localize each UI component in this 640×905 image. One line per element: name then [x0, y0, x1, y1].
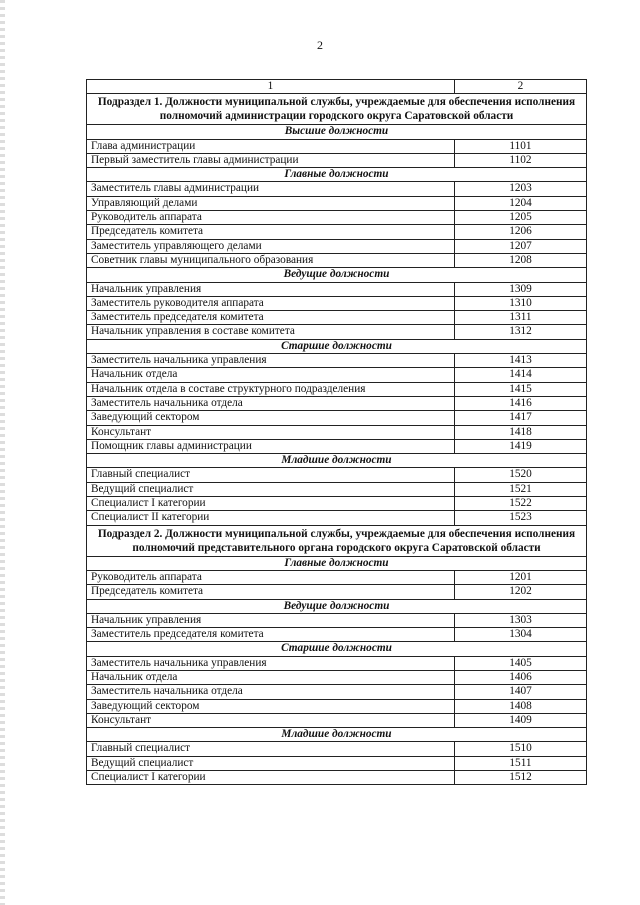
- table-row: [87, 713, 587, 727]
- section-title: Подраздел 2. Должности муниципальной службы, учреждаемые для обеспечения исполнения полномочий представительного органа городского округа Саратовской области: [87, 525, 587, 556]
- code-cell: 1201: [455, 570, 587, 584]
- code-cell: 1406: [455, 670, 587, 684]
- position-cell: Начальник отдела: [87, 368, 455, 382]
- code-cell: 1310: [455, 296, 587, 310]
- table-row: [87, 354, 587, 368]
- code-cell: 1415: [455, 382, 587, 396]
- category-title: Младшие должности: [87, 454, 587, 468]
- position-cell: Заместитель главы администрации: [87, 182, 455, 196]
- table-row: [87, 511, 587, 525]
- position-cell: Специалист II категории: [87, 511, 455, 525]
- table-row: [87, 296, 587, 310]
- table-row: [87, 656, 587, 670]
- code-cell: 1205: [455, 211, 587, 225]
- code-cell: 1409: [455, 713, 587, 727]
- table-row: [87, 368, 587, 382]
- table-row: [87, 411, 587, 425]
- position-cell: Начальник управления в составе комитета: [87, 325, 455, 339]
- table-row: [87, 742, 587, 756]
- position-cell: Председатель комитета: [87, 225, 455, 239]
- category-row: [87, 556, 587, 570]
- code-cell: 1202: [455, 585, 587, 599]
- position-cell: Начальник отдела: [87, 670, 455, 684]
- position-cell: Глава администрации: [87, 139, 455, 153]
- category-title: Младшие должности: [87, 728, 587, 742]
- table-row: [87, 613, 587, 627]
- code-cell: 1312: [455, 325, 587, 339]
- table-row: [87, 628, 587, 642]
- code-cell: 1102: [455, 153, 587, 167]
- section-row: [87, 94, 587, 125]
- code-cell: 1413: [455, 354, 587, 368]
- position-cell: Председатель комитета: [87, 585, 455, 599]
- code-cell: 1207: [455, 239, 587, 253]
- category-title: Главные должности: [87, 168, 587, 182]
- position-cell: Заведующий сектором: [87, 411, 455, 425]
- category-row: [87, 268, 587, 282]
- table-row: [87, 196, 587, 210]
- code-cell: 1523: [455, 511, 587, 525]
- page-number: 2: [317, 38, 323, 52]
- table-row: [87, 685, 587, 699]
- position-cell: Управляющий делами: [87, 196, 455, 210]
- position-cell: Заместитель председателя комитета: [87, 311, 455, 325]
- position-cell: Заместитель управляющего делами: [87, 239, 455, 253]
- position-cell: Заместитель руководителя аппарата: [87, 296, 455, 310]
- position-cell: Ведущий специалист: [87, 756, 455, 770]
- table-row: [87, 382, 587, 396]
- code-cell: 1407: [455, 685, 587, 699]
- category-title: Старшие должности: [87, 642, 587, 656]
- code-cell: 1208: [455, 253, 587, 267]
- code-cell: 1309: [455, 282, 587, 296]
- table-row: [87, 139, 587, 153]
- position-cell: Специалист I категории: [87, 771, 455, 785]
- table-row: [87, 253, 587, 267]
- position-cell: Заместитель председателя комитета: [87, 628, 455, 642]
- category-title: Главные должности: [87, 556, 587, 570]
- code-cell: 1510: [455, 742, 587, 756]
- category-title: Ведущие должности: [87, 599, 587, 613]
- code-cell: 1204: [455, 196, 587, 210]
- position-cell: Советник главы муниципального образования: [87, 253, 455, 267]
- code-cell: 1417: [455, 411, 587, 425]
- section-row: [87, 525, 587, 556]
- positions-table: [86, 79, 587, 785]
- table-row: [87, 771, 587, 785]
- category-title: Высшие должности: [87, 125, 587, 139]
- code-cell: 1512: [455, 771, 587, 785]
- category-row: [87, 168, 587, 182]
- column-header-1: 1: [87, 80, 455, 94]
- category-row: [87, 728, 587, 742]
- code-cell: 1206: [455, 225, 587, 239]
- table-row: [87, 211, 587, 225]
- category-row: [87, 339, 587, 353]
- position-cell: Заведующий сектором: [87, 699, 455, 713]
- table-row: [87, 153, 587, 167]
- code-cell: 1311: [455, 311, 587, 325]
- code-cell: 1405: [455, 656, 587, 670]
- position-cell: Заместитель начальника отдела: [87, 396, 455, 410]
- table-row: [87, 482, 587, 496]
- code-cell: 1304: [455, 628, 587, 642]
- table-row: [87, 468, 587, 482]
- table-row: [87, 756, 587, 770]
- code-cell: 1101: [455, 139, 587, 153]
- table-row: [87, 670, 587, 684]
- code-cell: 1303: [455, 613, 587, 627]
- position-cell: Заместитель начальника отдела: [87, 685, 455, 699]
- position-cell: Заместитель начальника управления: [87, 656, 455, 670]
- code-cell: 1416: [455, 396, 587, 410]
- table-row: [87, 585, 587, 599]
- code-cell: 1419: [455, 439, 587, 453]
- position-cell: Помощник главы администрации: [87, 439, 455, 453]
- category-row: [87, 642, 587, 656]
- code-cell: 1408: [455, 699, 587, 713]
- section-title: Подраздел 1. Должности муниципальной службы, учреждаемые для обеспечения исполнения полномочий администрации городского округа Саратовской области: [87, 94, 587, 125]
- category-title: Ведущие должности: [87, 268, 587, 282]
- table-row: [87, 699, 587, 713]
- code-cell: 1522: [455, 497, 587, 511]
- scan-edge: [0, 0, 5, 905]
- position-cell: Руководитель аппарата: [87, 570, 455, 584]
- position-cell: Консультант: [87, 425, 455, 439]
- table-row: [87, 239, 587, 253]
- position-cell: Консультант: [87, 713, 455, 727]
- table-row: [87, 225, 587, 239]
- position-cell: Специалист I категории: [87, 497, 455, 511]
- table-row: [87, 439, 587, 453]
- table-header-row: [87, 80, 587, 94]
- position-cell: Начальник управления: [87, 282, 455, 296]
- column-header-2: 2: [455, 80, 587, 94]
- code-cell: 1520: [455, 468, 587, 482]
- code-cell: 1203: [455, 182, 587, 196]
- position-cell: Начальник отдела в составе структурного подразделения: [87, 382, 455, 396]
- category-row: [87, 125, 587, 139]
- code-cell: 1414: [455, 368, 587, 382]
- position-cell: Главный специалист: [87, 742, 455, 756]
- category-title: Старшие должности: [87, 339, 587, 353]
- table-body: [87, 94, 587, 785]
- position-cell: Первый заместитель главы администрации: [87, 153, 455, 167]
- table-row: [87, 425, 587, 439]
- table-row: [87, 570, 587, 584]
- position-cell: Руководитель аппарата: [87, 211, 455, 225]
- table-row: [87, 311, 587, 325]
- position-cell: Ведущий специалист: [87, 482, 455, 496]
- table-row: [87, 497, 587, 511]
- table-row: [87, 182, 587, 196]
- category-row: [87, 454, 587, 468]
- table-row: [87, 325, 587, 339]
- code-cell: 1418: [455, 425, 587, 439]
- table-row: [87, 282, 587, 296]
- table-row: [87, 396, 587, 410]
- code-cell: 1511: [455, 756, 587, 770]
- position-cell: Главный специалист: [87, 468, 455, 482]
- position-cell: Заместитель начальника управления: [87, 354, 455, 368]
- code-cell: 1521: [455, 482, 587, 496]
- category-row: [87, 599, 587, 613]
- position-cell: Начальник управления: [87, 613, 455, 627]
